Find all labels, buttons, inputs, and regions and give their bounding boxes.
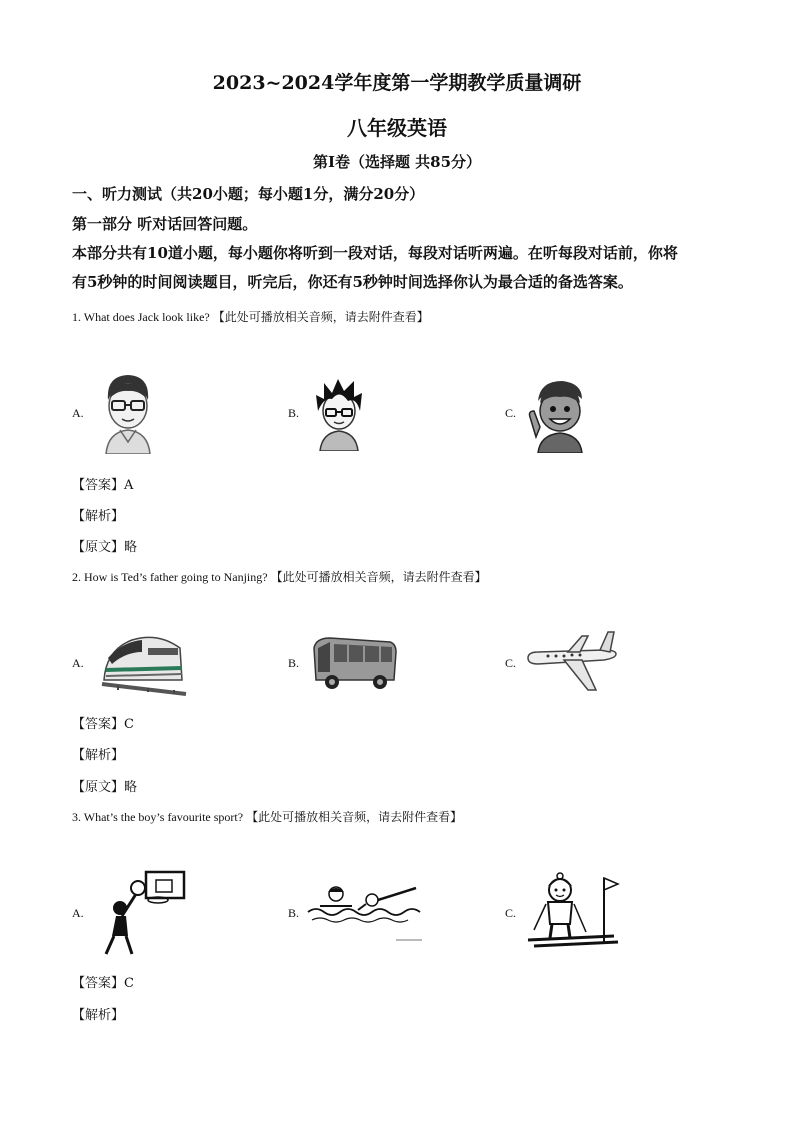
part-heading: 第一部分 听对话回答问题。 xyxy=(72,215,258,233)
airplane-icon xyxy=(524,628,620,696)
q1-option-c-label: C. xyxy=(505,406,517,420)
q2-option-a-label: A. xyxy=(72,656,84,670)
q2-option-c-label: C. xyxy=(505,656,517,670)
q3-answer: 【答案】C xyxy=(72,976,134,991)
question-2: 2. How is Ted’s father going to Nanjing? 【此处可播放相关音频，请去附件查看】 xyxy=(72,570,487,584)
boy-spiky-hair-icon xyxy=(312,377,366,451)
q3-option-a-label: A. xyxy=(72,906,84,920)
q2-option-b-label: B. xyxy=(288,656,300,670)
bus-icon xyxy=(310,632,398,692)
section-intro xyxy=(72,239,732,297)
intro-line-1: 本部分共有10道小题，每小题你将听到一段对话，每段对话听两遍。在听每段对话前，你将 xyxy=(72,244,678,262)
boy-glasses-icon xyxy=(98,370,158,454)
section-heading: 一、听力测试（共20小题；每小题1分，满分20分） xyxy=(72,185,425,203)
basketball-icon xyxy=(92,868,192,958)
q1-analysis: 【解析】 xyxy=(72,509,125,524)
q3-option-c-label: C. xyxy=(505,906,517,920)
swimming-icon xyxy=(306,880,426,946)
page-subtitle: 八年级英语 xyxy=(347,116,447,140)
q2-analysis: 【解析】 xyxy=(72,748,125,763)
q3-analysis: 【解析】 xyxy=(72,1008,125,1023)
q2-answer: 【答案】C xyxy=(72,717,134,732)
q1-option-a-label: A. xyxy=(72,406,84,420)
volume-heading: 第Ⅰ卷（选择题 共85分） xyxy=(312,153,482,171)
q1-original: 【原文】略 xyxy=(72,540,138,555)
q3-option-b-label: B. xyxy=(288,906,300,920)
boy-waving-icon xyxy=(526,377,596,453)
intro-line-2: 有5秒钟的时间阅读题目，听完后，你还有5秒钟时间选择你认为最合适的备选答案。 xyxy=(72,273,633,291)
page-title: 2023~2024学年度第一学期教学质量调研 xyxy=(212,72,582,94)
q2-original: 【原文】略 xyxy=(72,780,138,795)
skiing-icon xyxy=(524,870,624,954)
question-1: 1. What does Jack look like? 【此处可播放相关音频，请去附件查看】 xyxy=(72,310,429,324)
q1-option-b-label: B. xyxy=(288,406,300,420)
train-icon xyxy=(98,628,190,696)
q1-answer: 【答案】A xyxy=(72,478,134,493)
question-3: 3. What’s the boy’s favourite sport? 【此处可播放相关音频，请去附件查看】 xyxy=(72,810,463,824)
